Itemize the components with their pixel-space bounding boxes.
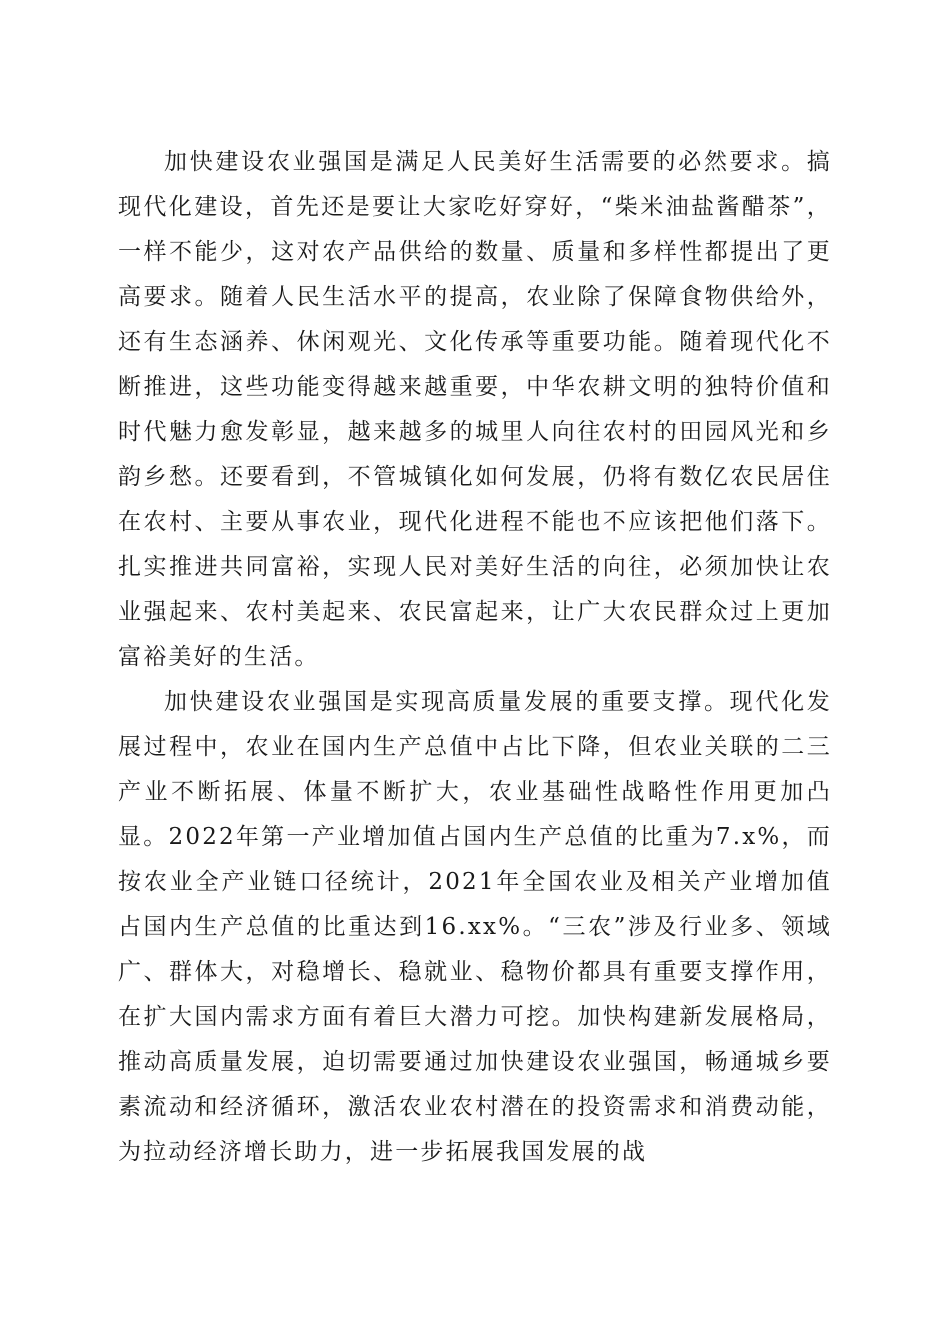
- document-body: [118, 140, 832, 1175]
- paragraph-2: 加快建设农业强国是实现高质量发展的重要支撑。现代化发展过程中，农业在国内生产总值中占比下降，但农业关联的二三产业不断拓展、体量不断扩大，农业基础性战略性作用更加凸显。2022年第一产业增加值占国内生产总值的比重为7.x%，而按农业全产业链口径统计，2021年全国农业及相关产业增加值占国内生产总值的比重达到16.xx%。“三农”涉及行业多、领域广、群体大，对稳增长、稳就业、稳物价都具有重要支撑作用，在扩大国内需求方面有着巨大潜力可挖。加快构建新发展格局，推动高质量发展，迫切需要通过加快建设农业强国，畅通城乡要素流动和经济循环，激活农业农村潜在的投资需求和消费动能，为拉动经济增长助力，进一步拓展我国发展的战: [118, 689, 832, 1165]
- paragraph-1: 加快建设农业强国是满足人民美好生活需要的必然要求。搞现代化建设，首先还是要让大家吃好穿好，“柴米油盐酱醋茶”，一样不能少，这对农产品供给的数量、质量和多样性都提出了更高要求。随着人民生活水平的提高，农业除了保障食物供给外，还有生态涵养、休闲观光、文化传承等重要功能。随着现代化不断推进，这些功能变得越来越重要，中华农耕文明的独特价值和时代魅力愈发彰显，越来越多的城里人向往农村的田园风光和乡韵乡愁。还要看到，不管城镇化如何发展，仍将有数亿农民居住在农村、主要从事农业，现代化进程不能也不应该把他们落下。扎实推进共同富裕，实现人民对美好生活的向往，必须加快让农业强起来、农村美起来、农民富起来，让广大农民群众过上更加富裕美好的生活。: [118, 149, 832, 670]
